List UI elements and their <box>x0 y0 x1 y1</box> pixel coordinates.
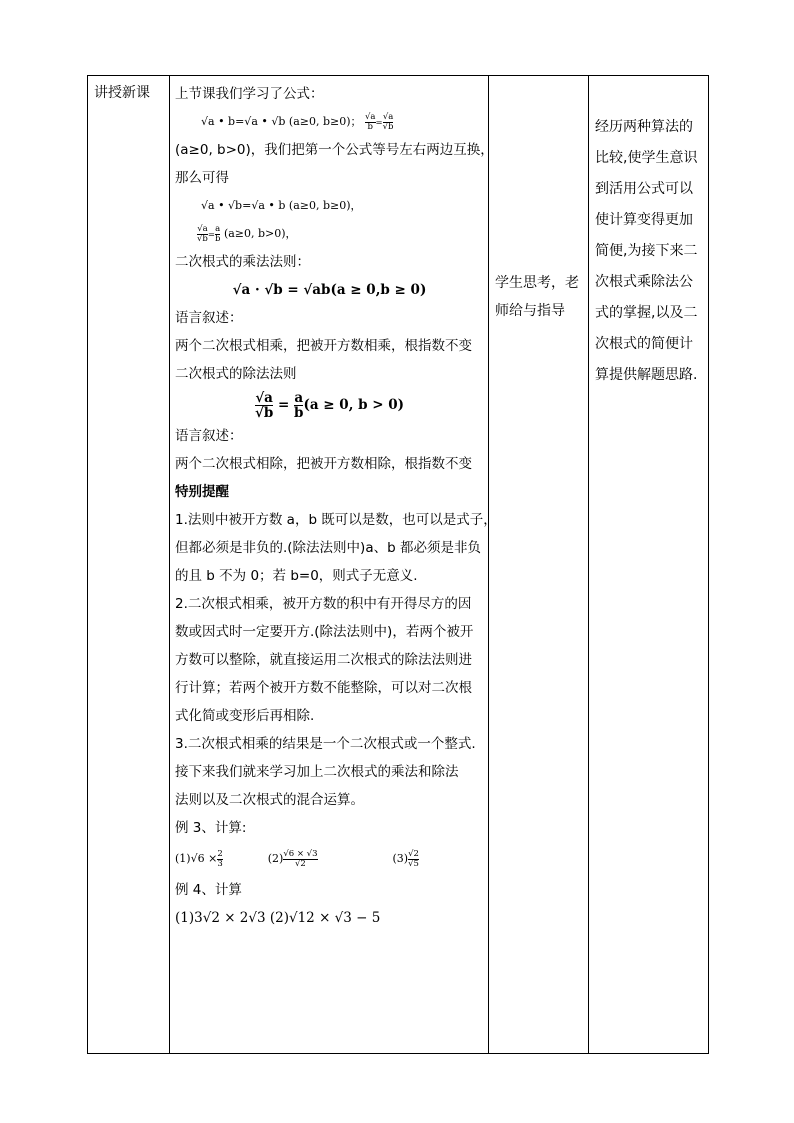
ex3-p3-frac <box>408 850 419 869</box>
reminder-line: 1.法则中被开方数 a，b 既可以是数，也可以是式子， <box>175 512 497 528</box>
content-cell <box>170 76 497 1054</box>
div-cond: (a ≥ 0, b > 0) <box>303 397 405 413</box>
student-activity <box>489 76 588 325</box>
frac-num: 2 <box>217 848 223 859</box>
frac-num: √2 <box>408 848 419 859</box>
lesson-content <box>170 76 497 932</box>
div-desc: 两个二次根式相除，把被开方数相除，根指数不变 <box>175 456 472 472</box>
reminder-list <box>175 506 497 814</box>
reminder-line: 式化简或变形后再相除. <box>175 708 315 724</box>
lang-desc-2: 语言叙述： <box>175 428 243 444</box>
reminder-line: 接下来我们就来学习加上二次根式的乘法和除法 <box>175 764 459 780</box>
condition-line: (a≥0, b>0)，我们把第一个公式等号左右两边互换， <box>175 142 494 158</box>
reminder-line: 方数可以整除，就直接运用二次根式的除法法则进 <box>175 652 472 668</box>
design-intent-cell <box>589 76 709 1054</box>
formula-3-cond: (a≥0, b>0)， <box>223 227 297 240</box>
frac-den: b <box>365 122 375 132</box>
formula-1-frac <box>365 113 375 132</box>
lesson-table <box>87 75 709 1054</box>
formula-1 <box>175 108 484 136</box>
frac-den: √2 <box>283 859 317 869</box>
intro-text: 上节课我们学习了公式： <box>175 86 324 102</box>
design-intent <box>589 76 708 391</box>
frac-den: b <box>294 405 304 421</box>
div-frac1 <box>255 391 273 420</box>
frac-den: 3 <box>217 858 223 869</box>
ex3-p1-text: (1)√6 × <box>175 852 218 865</box>
design-intent-line: 式的掌握,以及二 <box>595 305 698 321</box>
mult-desc: 两个二次根式相乘，把被开方数相乘，根指数不变 <box>175 338 472 354</box>
frac-num: √a <box>197 223 208 234</box>
frac-eq: = <box>207 230 215 240</box>
frac-den: √b <box>382 121 394 132</box>
reminder-line: 的且 b 不为 0；若 b=0，则式子无意义. <box>175 568 418 584</box>
ex3-p3-text: (3) <box>392 852 409 865</box>
formula-3 <box>175 220 484 248</box>
design-intent-line: 比较,使学生意识 <box>595 150 698 166</box>
example-3-problems <box>175 842 484 876</box>
frac-num: √a <box>365 111 376 122</box>
ex3-p2-frac <box>283 850 317 869</box>
design-intent-line: 经历两种算法的 <box>595 119 693 135</box>
div-eq: = <box>277 397 290 413</box>
formula-1-frac2 <box>383 113 394 132</box>
section-label: 讲授新课 <box>94 85 150 101</box>
frac-num: √6 × √3 <box>283 848 318 859</box>
reminder-line: 法则以及二次根式的混合运算。 <box>175 792 364 808</box>
div-rule-title: 二次根式的除法法则 <box>175 366 297 382</box>
frac-den: b <box>214 233 221 244</box>
frac-den: √b <box>254 405 274 421</box>
lesson-row <box>88 76 709 1054</box>
frac-den: √b <box>197 233 208 244</box>
mult-rule-title: 二次根式的乘法法则： <box>175 254 310 270</box>
reminder-line: 但都必须是非负的.(除法法则中)a、b 都必须是非负 <box>175 540 481 556</box>
ex3-p1-frac <box>217 850 222 869</box>
frac-eq: = <box>375 118 383 128</box>
student-activity-line: 学生思考，老 <box>495 275 579 291</box>
example-3-title: 例 3、计算: <box>175 820 247 836</box>
formula-3-frac2 <box>215 225 220 244</box>
ex3-problem-1 <box>175 848 223 869</box>
ex3-p2-text: (2) <box>267 852 284 865</box>
design-intent-line: 次根式乘除法公 <box>595 274 693 290</box>
design-intent-line: 到活用公式可以 <box>595 181 693 197</box>
frac-den: √5 <box>408 858 419 869</box>
frac-num: √a <box>255 389 273 406</box>
section-label-cell <box>88 76 170 1054</box>
design-intent-line: 算提供解题思路. <box>595 367 698 383</box>
reminder-line: 数或因式时一定要开方.(除法法则中)，若两个被开 <box>175 624 474 640</box>
formula-3-frac1 <box>197 225 208 244</box>
ex3-problem-2 <box>267 848 318 869</box>
example-4-title: 例 4、计算 <box>175 882 242 898</box>
reminder-line: 行计算；若两个被开方数不能整除，可以对二次根 <box>175 680 472 696</box>
reminder-line: 2.二次根式相乘，被开方数的积中有开得尽方的因 <box>175 596 472 612</box>
reminder-title: 特别提醒 <box>175 484 229 500</box>
example-4-problems: (1)3√2 × 2√3 (2)√12 × √3 − 5 <box>175 910 381 926</box>
div-rule-formula <box>175 388 484 422</box>
design-intent-line: 简便,为接下来二 <box>595 243 698 259</box>
ex3-problem-3 <box>392 848 419 869</box>
frac-num: √a <box>382 111 394 122</box>
frac-num: a <box>215 223 221 234</box>
student-activity-line: 师给与指导 <box>495 303 565 319</box>
frac-num: a <box>294 389 304 406</box>
then-line: 那么可得 <box>175 170 229 186</box>
lang-desc-1: 语言叙述： <box>175 310 243 326</box>
formula-2: √a • √b=√a • b (a≥0, b≥0)， <box>201 199 362 212</box>
design-intent-line: 次根式的简便计 <box>595 336 693 352</box>
reminder-line: 3.二次根式相乘的结果是一个二次根式或一个整式. <box>175 736 476 752</box>
design-intent-line: 使计算变得更加 <box>595 212 693 228</box>
student-activity-cell <box>489 76 589 1054</box>
mult-rule-formula: √a · √b = √ab(a ≥ 0,b ≥ 0) <box>232 282 427 298</box>
formula-1-left: √a • b=√a • √b (a≥0, b≥0)； <box>201 115 362 128</box>
